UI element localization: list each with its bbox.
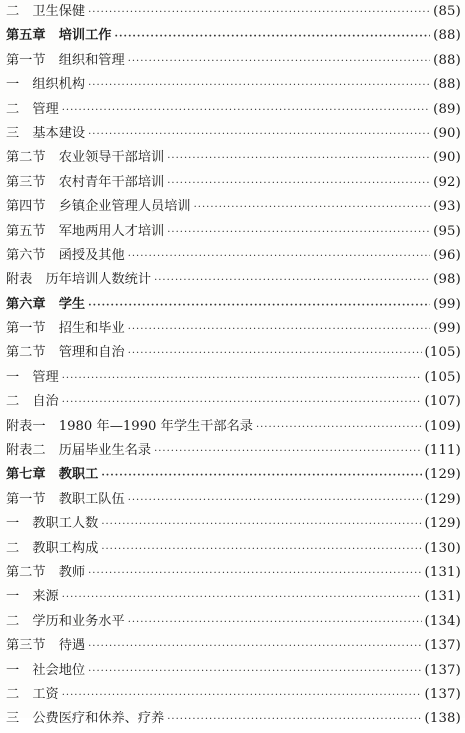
toc-entry bbox=[6, 561, 461, 585]
toc-entry-title: 第六章 学生 bbox=[6, 296, 86, 312]
toc-entry bbox=[6, 537, 461, 561]
toc-dot-leader bbox=[88, 660, 421, 684]
toc-dot-leader bbox=[154, 440, 421, 464]
toc-dot-leader bbox=[88, 635, 421, 659]
toc-entry-title: 一 组织机构 bbox=[6, 77, 86, 93]
toc-chapter-entry bbox=[6, 463, 461, 487]
toc-dot-leader bbox=[88, 123, 430, 147]
toc-entry bbox=[6, 317, 461, 341]
toc-entry bbox=[6, 268, 461, 292]
toc-dot-leader bbox=[128, 50, 430, 74]
toc-entry-title: 第五章 培训工作 bbox=[6, 28, 112, 44]
toc-page-number: (109) bbox=[424, 418, 461, 434]
toc-entry-title: 第一节 组织和管理 bbox=[6, 52, 125, 68]
toc-page-number: (93) bbox=[433, 199, 461, 215]
toc-chapter-entry bbox=[6, 24, 461, 48]
toc-entry bbox=[6, 659, 461, 683]
toc-entry bbox=[6, 244, 461, 268]
toc-entry-title: 二 学历和业务水平 bbox=[6, 613, 125, 629]
toc-entry-title: 第三节 待遇 bbox=[6, 638, 86, 654]
toc-entry-title: 第四节 乡镇企业管理人员培训 bbox=[6, 199, 191, 215]
toc-dot-leader bbox=[88, 74, 430, 98]
toc-entry-title: 二 管理 bbox=[6, 101, 59, 117]
toc-dot-leader bbox=[154, 269, 430, 293]
toc-page-number: (88) bbox=[433, 28, 461, 44]
toc-entry bbox=[6, 610, 461, 634]
toc-entry bbox=[6, 634, 461, 658]
toc-entry bbox=[6, 439, 461, 463]
toc-entry bbox=[6, 0, 461, 24]
toc-page-number: (129) bbox=[424, 516, 461, 532]
toc-entry-title: 第五节 军地两用人才培训 bbox=[6, 223, 165, 239]
toc-page-number: (96) bbox=[433, 247, 461, 263]
toc-page-number: (98) bbox=[433, 272, 461, 288]
toc-dot-leader bbox=[167, 172, 430, 196]
toc-page-number: (90) bbox=[433, 125, 461, 141]
toc-entry bbox=[6, 146, 461, 170]
toc-dot-leader bbox=[88, 294, 430, 318]
toc-entry bbox=[6, 341, 461, 365]
toc-entry bbox=[6, 707, 461, 731]
toc-entry-title: 一 社会地位 bbox=[6, 662, 86, 678]
toc-dot-leader bbox=[101, 513, 421, 537]
toc-page-number: (85) bbox=[433, 4, 461, 19]
toc-dot-leader bbox=[62, 684, 422, 708]
toc-page-number: (99) bbox=[433, 321, 461, 337]
toc-entry-title: 第一节 教职工队伍 bbox=[6, 491, 125, 507]
toc-dot-leader bbox=[88, 562, 421, 586]
toc-dot-leader bbox=[128, 611, 422, 635]
toc-entry-title: 二 卫生保健 bbox=[6, 4, 86, 19]
toc-entry bbox=[6, 390, 461, 414]
toc-dot-leader bbox=[128, 489, 422, 513]
toc-dot-leader bbox=[101, 464, 421, 488]
toc-dot-leader bbox=[256, 416, 422, 440]
toc-page-number: (88) bbox=[433, 77, 461, 93]
toc-entry bbox=[6, 683, 461, 707]
toc-page-number: (107) bbox=[424, 394, 461, 410]
toc-entry-title: 第七章 教职工 bbox=[6, 467, 99, 483]
toc-page-number: (90) bbox=[433, 150, 461, 166]
toc-page-number: (138) bbox=[424, 711, 461, 727]
toc-entry-title: 一 教职工人数 bbox=[6, 516, 99, 532]
toc-entry bbox=[6, 73, 461, 97]
toc-dot-leader bbox=[88, 1, 430, 25]
toc-dot-leader bbox=[167, 708, 421, 732]
toc-page-number: (105) bbox=[424, 345, 461, 361]
toc-page-number: (105) bbox=[424, 369, 461, 385]
toc-page-number: (129) bbox=[424, 491, 461, 507]
toc-entry-title: 第二节 农业领导干部培训 bbox=[6, 150, 165, 166]
toc-entry bbox=[6, 415, 461, 439]
toc-page-number: (131) bbox=[424, 589, 461, 605]
toc-entry-title: 第一节 招生和毕业 bbox=[6, 321, 125, 337]
toc-page-number: (137) bbox=[424, 638, 461, 654]
toc-chapter-entry bbox=[6, 293, 461, 317]
toc-entry-title: 三 基本建设 bbox=[6, 125, 86, 141]
toc-page-number: (130) bbox=[424, 540, 461, 556]
toc-entry-title: 二 教职工构成 bbox=[6, 540, 99, 556]
toc-entry bbox=[6, 98, 461, 122]
toc-entry bbox=[6, 220, 461, 244]
toc-entry-title: 一 来源 bbox=[6, 589, 59, 605]
toc-dot-leader bbox=[62, 391, 422, 415]
toc-dot-leader bbox=[101, 538, 421, 562]
toc-dot-leader bbox=[62, 367, 422, 391]
toc-entry bbox=[6, 171, 461, 195]
toc-entry bbox=[6, 49, 461, 73]
toc-page-number: (111) bbox=[424, 443, 461, 459]
toc-entry bbox=[6, 195, 461, 219]
toc-entry-title: 三 公费医疗和休养、疗养 bbox=[6, 711, 165, 727]
toc-dot-leader bbox=[167, 147, 430, 171]
toc-entry-title: 附表二 历届毕业生名录 bbox=[6, 443, 152, 459]
toc-page-number: (137) bbox=[424, 662, 461, 678]
toc-entry-title: 第二节 管理和自治 bbox=[6, 345, 125, 361]
toc-page-number: (92) bbox=[433, 174, 461, 190]
toc-page-number: (89) bbox=[433, 101, 461, 117]
toc-entry-title: 第三节 农村青年干部培训 bbox=[6, 174, 165, 190]
toc-entry-title: 第六节 函授及其他 bbox=[6, 247, 125, 263]
toc-dot-leader bbox=[194, 196, 431, 220]
toc-page-number: (131) bbox=[424, 564, 461, 580]
toc-entry bbox=[6, 585, 461, 609]
toc-entry-title: 附表 历年培训人数统计 bbox=[6, 272, 152, 288]
toc-page-number: (95) bbox=[433, 223, 461, 239]
toc-dot-leader bbox=[62, 99, 430, 123]
toc-dot-leader bbox=[115, 25, 431, 49]
toc-dot-leader bbox=[128, 342, 422, 366]
toc-entry-title: 二 自治 bbox=[6, 394, 59, 410]
table-of-contents bbox=[6, 0, 461, 732]
toc-entry-title: 二 工资 bbox=[6, 686, 59, 702]
toc-entry bbox=[6, 512, 461, 536]
toc-entry-title: 第二节 教师 bbox=[6, 564, 86, 580]
toc-dot-leader bbox=[62, 586, 422, 610]
toc-entry bbox=[6, 366, 461, 390]
toc-page-number: (137) bbox=[424, 686, 461, 702]
toc-entry-title: 附表一 1980 年—1990 年学生干部名录 bbox=[6, 418, 253, 434]
toc-entry bbox=[6, 488, 461, 512]
toc-page-number: (134) bbox=[424, 613, 461, 629]
toc-dot-leader bbox=[128, 245, 430, 269]
toc-entry-title: 一 管理 bbox=[6, 369, 59, 385]
toc-page-number: (88) bbox=[433, 52, 461, 68]
toc-dot-leader bbox=[128, 318, 430, 342]
toc-dot-leader bbox=[167, 221, 430, 245]
toc-entry bbox=[6, 122, 461, 146]
toc-page-number: (99) bbox=[433, 296, 461, 312]
toc-page-number: (129) bbox=[424, 467, 461, 483]
